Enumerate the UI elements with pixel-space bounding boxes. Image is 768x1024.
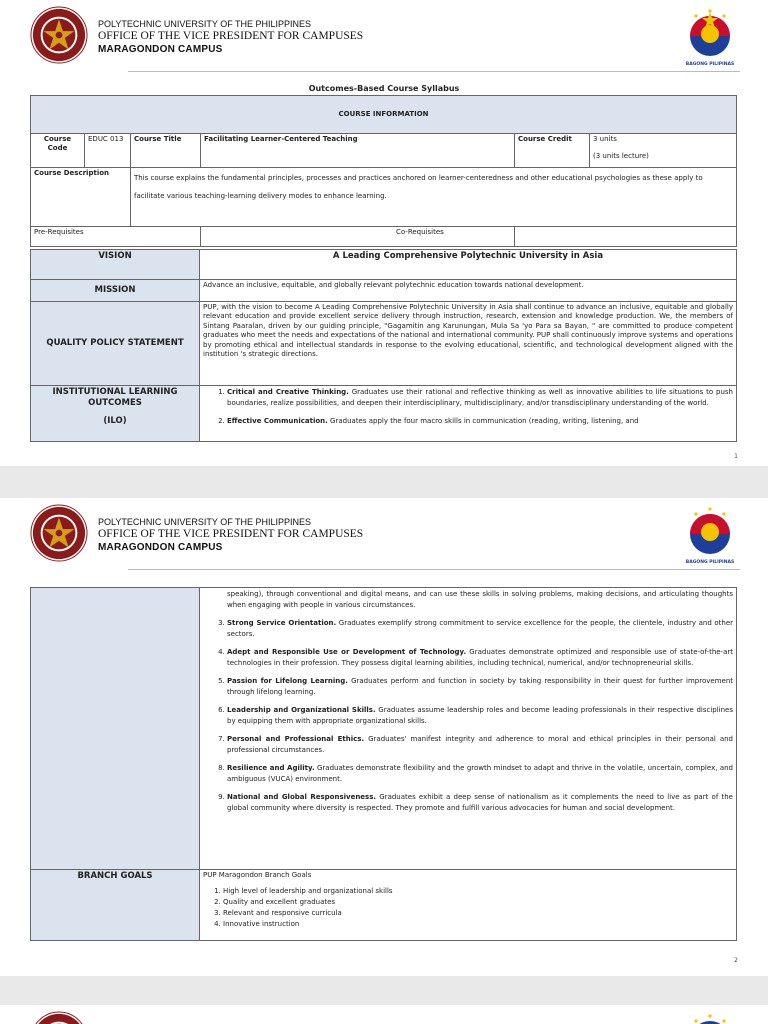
- course-credit-detail: (3 units lecture): [593, 152, 649, 160]
- course-title-label: Course Title: [131, 134, 201, 168]
- campus-name: MARAGONDON CAMPUS: [98, 44, 223, 55]
- branch-goals-label: BRANCH GOALS: [31, 870, 200, 941]
- document-title: Outcomes-Based Course Syllabus: [308, 84, 460, 93]
- bagong-pilipinas-text: BAGONG PILIPINAS: [685, 62, 735, 67]
- branch-goals-heading: PUP Maragondon Branch Goals: [203, 871, 312, 879]
- corequisites-label: Co-Requisites: [201, 227, 515, 247]
- bagong-pilipinas-logo: [680, 1013, 740, 1024]
- page-header: [30, 6, 740, 74]
- ilo-list-part-1: [200, 386, 737, 442]
- bagong-pilipinas-text: BAGONG PILIPINAS: [685, 560, 735, 565]
- ilo-label: [31, 386, 200, 442]
- bagong-pilipinas-logo: [680, 506, 740, 566]
- branch-goal-item: 3. Relevant and responsive curricula: [223, 908, 733, 919]
- page-number: 1: [734, 453, 738, 460]
- mission-text: Advance an inclusive, equitable, and globally relevant polytechnic education towards national development.: [200, 280, 737, 302]
- bagong-pilipinas-logo: [680, 8, 740, 68]
- page-number: 2: [734, 957, 738, 964]
- course-title-value: Facilitating Learner-Centered Teaching: [201, 134, 515, 168]
- branch-goal-item: 4. Innovative instruction: [223, 919, 733, 930]
- vision-text: A Leading Comprehensive Polytechnic University in Asia: [200, 250, 737, 280]
- ilo-item: 8. Resilience and Agility. Graduates demonstrate flexibility and the growth mindset to adapt and thrive in the volatile, uncertain, complex, and ambiguous (VUCA) environment.: [227, 763, 733, 784]
- course-description-text: This course explains the fundamental principles, processes and practices anchored on learner-centeredness and other educational psychologies as these apply to facilitate various teaching-learning delivery modes to enhance learning.: [131, 168, 737, 227]
- office-name: OFFICE OF THE VICE PRESIDENT FOR CAMPUSES: [98, 30, 364, 42]
- ilo-item: 3. Strong Service Orientation. Graduates exemplify strong commitment to service excellence for the people, the clientele, industry and other sectors.: [227, 618, 733, 639]
- vision-label: VISION: [31, 250, 200, 280]
- quality-policy-text: PUP, with the vision to become A Leading Comprehensive Polytechnic University in Asia shall continue to advance an inclusive, equitable and globally relevant education and provide excellent service delivery through instruction, research, extension and knowledge production. We, the members of Sintang Paaralan, driven by our guiding principle, "Gagamitin ang Karunungan, Mula Sa 'yo Para sa Bayan, " are committed to produce competent graduates who meet the needs and expectations of the national and international community. PUP shall continuously improve systems and operations by promoting ethical and intellectual standards in response to the evolving educational, scientific, and technological development aligned with the institution 's strategic directions.: [200, 302, 737, 386]
- vmqp-table: [30, 249, 737, 442]
- pup-seal-logo: [30, 1011, 88, 1024]
- ilo-item: 6. Leadership and Organizational Skills. Graduates assume leadership roles and become leading professionals in their respective disciplines by equipping them with appropriate organizational skills.: [227, 705, 733, 726]
- course-code-label: Course Code: [31, 134, 85, 168]
- ilo-item: 2. Effective Communication. Graduates apply the four macro skills in communication (reading, writing, listening, and: [227, 416, 733, 427]
- ilo-item: 1. Critical and Creative Thinking. Graduates use their rational and reflective thinking as well as innovative abilities to life situations to push boundaries, realize possibilities, and deepen their interdisciplinary, multidisciplinary, and/or transdisciplinary understanding of the world.: [227, 387, 733, 408]
- university-name: POLYTECHNIC UNIVERSITY OF THE PHILIPPINES: [98, 19, 312, 29]
- ilo-item-2-continued: speaking), through conventional and digital means, and can use these skills in solving problems, making decisions, and articulating thoughts when engaging with people in various circumstances.: [227, 590, 733, 609]
- ilo-item: 9. National and Global Responsiveness. Graduates exhibit a deep sense of nationalism as it complements the need to live as part of the global community where diversity is respected. They promote and fulfill various advocacies for human and social development.: [227, 792, 733, 813]
- ilo-label-abbrev: (ILO): [103, 415, 127, 426]
- office-name: OFFICE OF THE VICE PRESIDENT FOR CAMPUSES: [98, 528, 364, 540]
- header-divider: [128, 569, 740, 570]
- ilo-item: 7. Personal and Professional Ethics. Graduates' manifest integrity and adherence to moral and ethical principles in their personal and professional circumstances.: [227, 734, 733, 755]
- mission-label: MISSION: [31, 280, 200, 302]
- corequisites-value: [515, 227, 737, 247]
- ilo-item: 5. Passion for Lifelong Learning. Graduates perform and function in society by taking responsibility in their quest for further improvement through lifelong learning.: [227, 676, 733, 697]
- branch-goals-cell: [200, 870, 737, 941]
- syllabus-page-3: [0, 1005, 768, 1024]
- page-header: [30, 504, 740, 572]
- ilo-label-continued: [31, 588, 200, 870]
- course-code-value: EDUC 013: [85, 134, 131, 168]
- ilo-label-title: INSTITUTIONAL LEARNING OUTCOMES: [52, 387, 178, 409]
- course-credit-units: 3 units: [593, 135, 617, 143]
- pup-seal-logo: [30, 6, 88, 64]
- pup-seal-logo: [30, 504, 88, 562]
- ilo-item: 4. Adept and Responsible Use or Development of Technology. Graduates demonstrate optimized and responsible use of state-of-the-art technologies in their profession. They possess digital learning abilities, including technical, numerical, and/or technopreneurial skills.: [227, 647, 733, 668]
- ilo-list-part-2: [200, 588, 737, 870]
- header-divider: [128, 71, 740, 72]
- course-credit-label: Course Credit: [515, 134, 590, 168]
- course-description-label: Course Description: [31, 168, 131, 227]
- university-name: POLYTECHNIC UNIVERSITY OF THE PHILIPPINES: [98, 517, 312, 527]
- course-info-table: [30, 95, 737, 247]
- ilo-continued-table: [30, 587, 737, 941]
- quality-policy-label: QUALITY POLICY STATEMENT: [31, 302, 200, 386]
- campus-name: MARAGONDON CAMPUS: [98, 542, 223, 553]
- syllabus-page-1: [0, 0, 768, 466]
- branch-goal-item: 1. High level of leadership and organizational skills: [223, 886, 733, 897]
- syllabus-page-2: [0, 498, 768, 976]
- course-info-header: COURSE INFORMATION: [31, 96, 737, 134]
- branch-goal-item: 2. Quality and excellent graduates: [223, 897, 733, 908]
- prerequisites-label: Pre-Requisites: [31, 227, 201, 247]
